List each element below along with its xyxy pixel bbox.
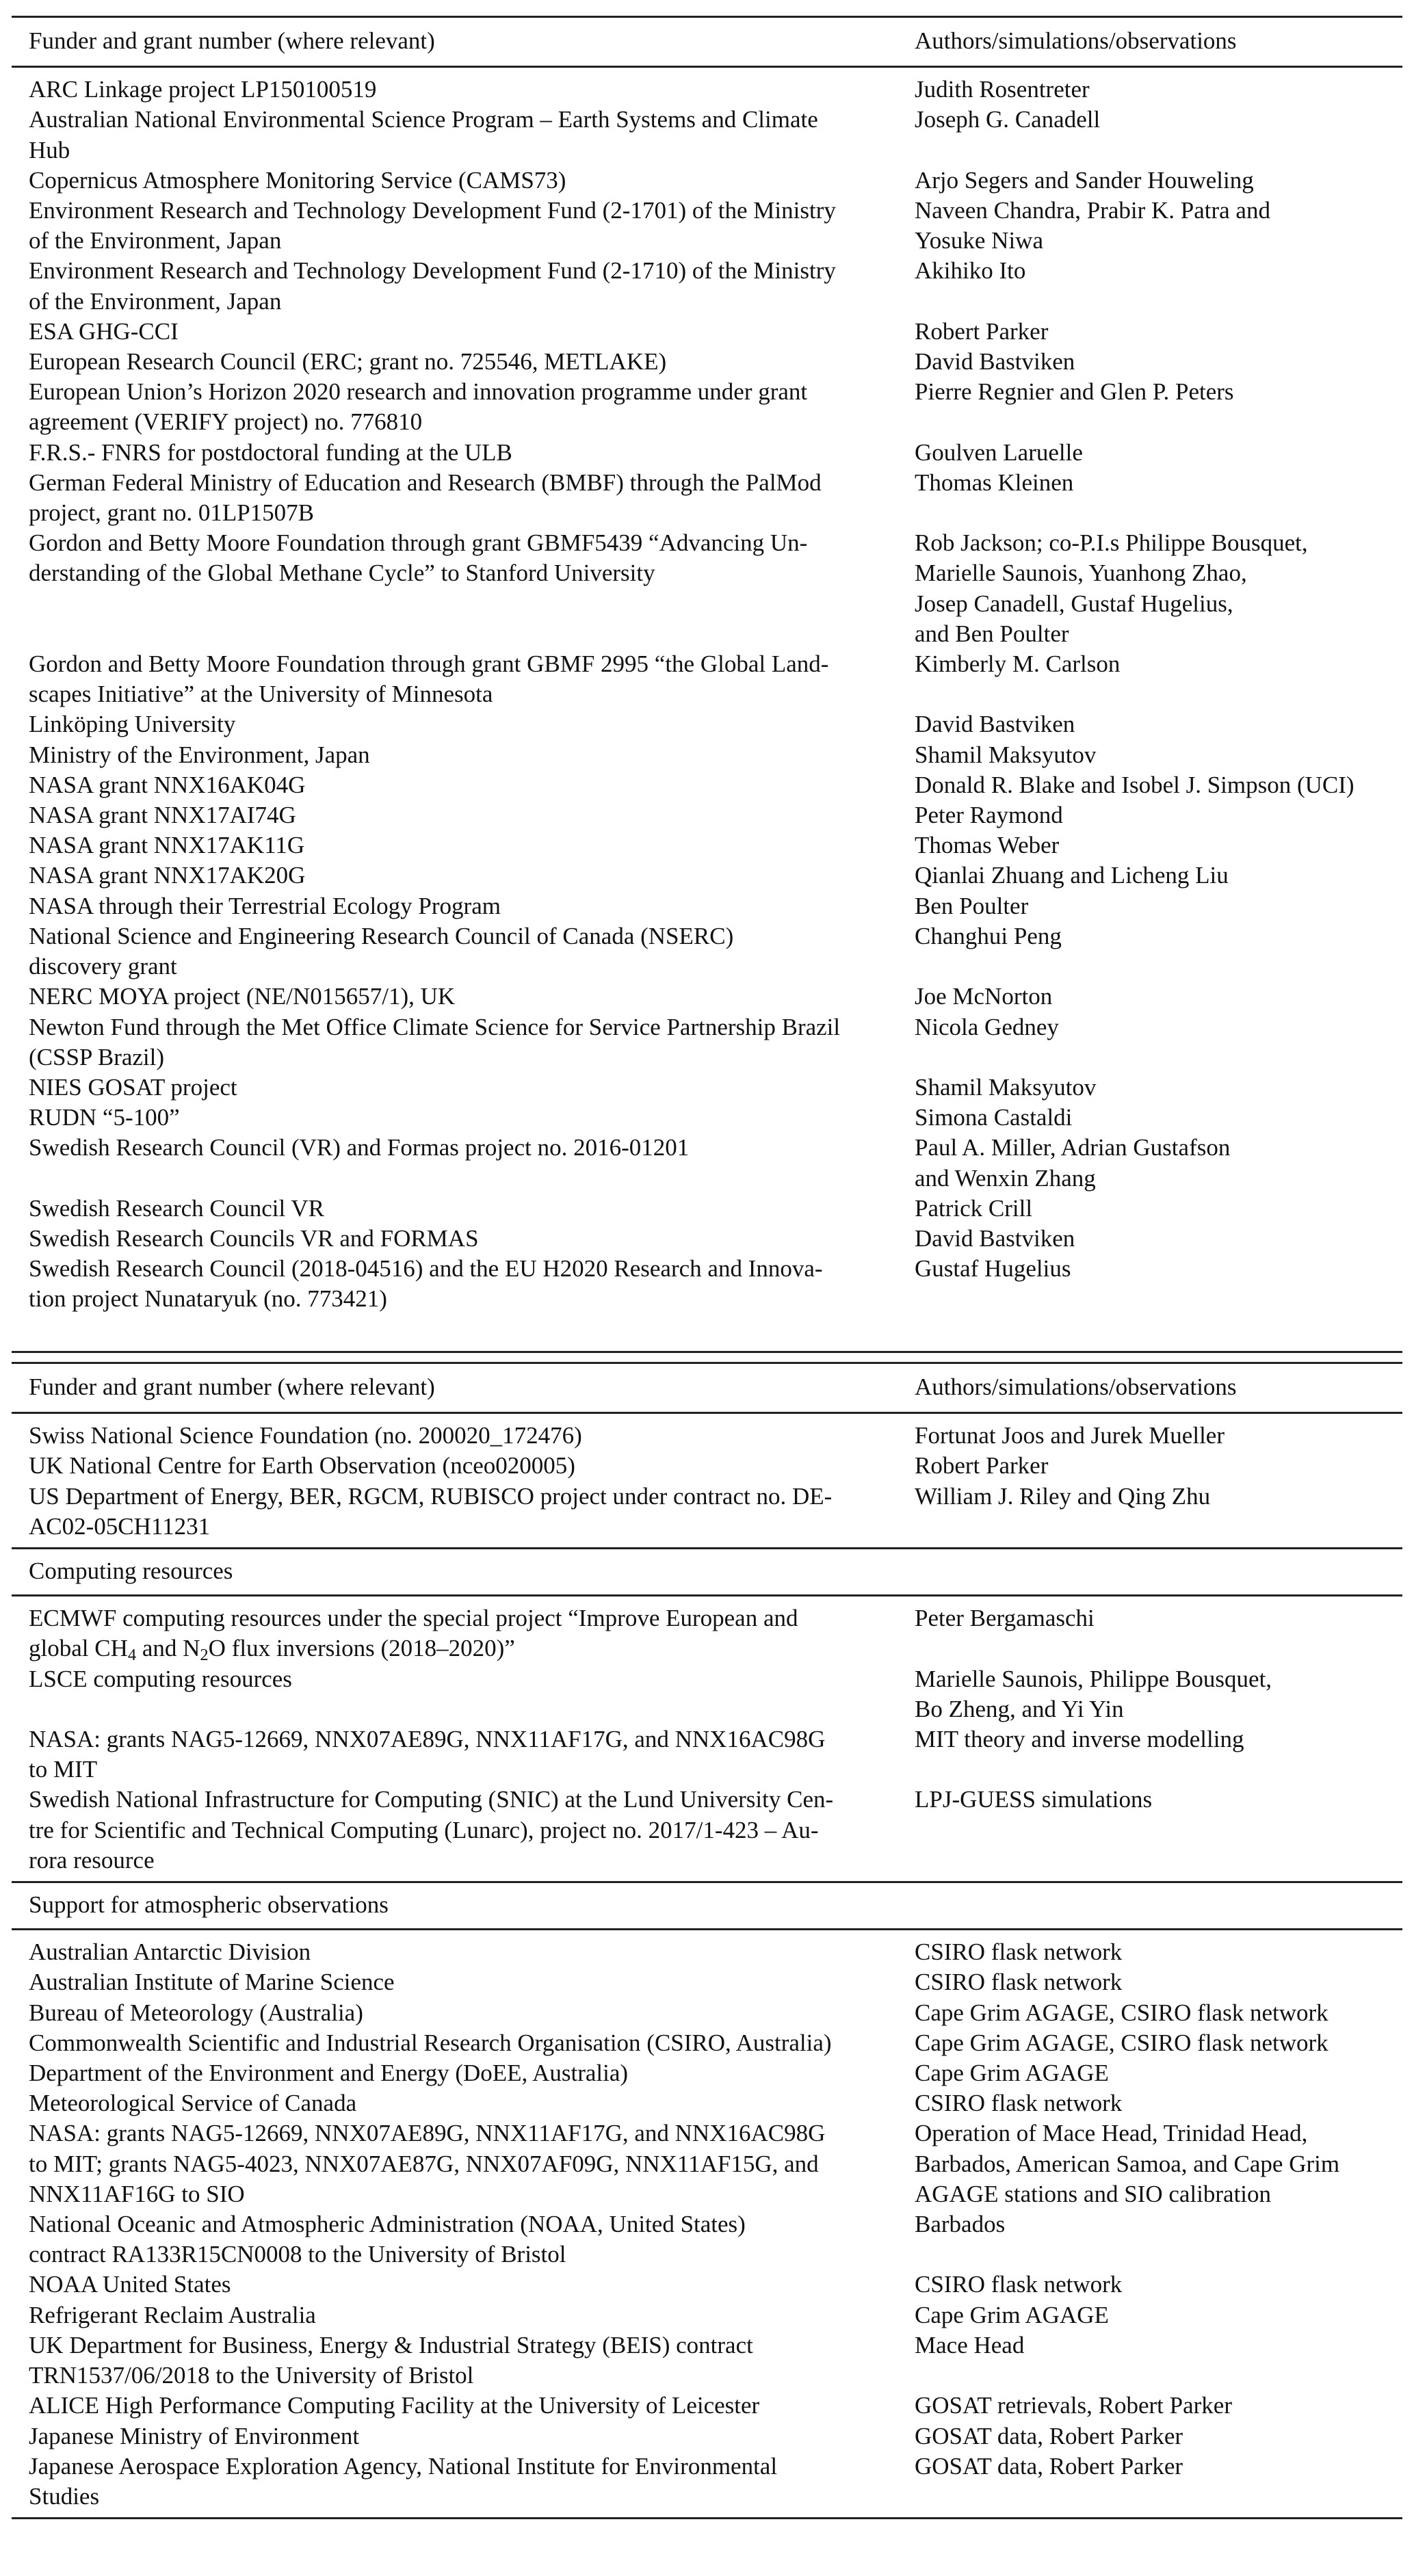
table-row xyxy=(12,800,1402,830)
funder-cell xyxy=(12,770,915,800)
funder-cell xyxy=(12,1596,915,1664)
funder-cell-line: German Federal Ministry of Education and Research (BMBF) through the PalMod xyxy=(29,469,822,496)
funder-cell-line: Gordon and Betty Moore Foundation through grant GBMF5439 “Advancing Un- xyxy=(29,529,808,557)
authors-cell xyxy=(915,2058,1402,2088)
funder-cell-line: of the Environment, Japan xyxy=(29,227,282,254)
funder-cell xyxy=(12,2421,915,2452)
authors-cell-line: CSIRO flask network xyxy=(915,1938,1123,1966)
funder-cell-line: National Oceanic and Atmospheric Administration (NOAA, United States) xyxy=(29,2211,746,2238)
table-row xyxy=(12,860,1402,891)
authors-cell-line: Operation of Mace Head, Trinidad Head, xyxy=(915,2120,1308,2147)
funder-cell-line: European Union’s Horizon 2020 research and innovation programme under grant xyxy=(29,378,808,406)
funder-cell-line: UK Department for Business, Energy & Industrial Strategy (BEIS) contract xyxy=(29,2331,753,2358)
funder-cell xyxy=(12,800,915,830)
authors-cell-line: AGAGE stations and SIO calibration xyxy=(915,2180,1272,2207)
funder-cell-line: agreement (VERIFY project) no. 776810 xyxy=(29,408,423,436)
authors-cell xyxy=(915,830,1402,860)
table-row xyxy=(12,2300,1402,2330)
authors-cell-line: Thomas Kleinen xyxy=(915,469,1074,496)
table-row xyxy=(12,68,1402,105)
table-row xyxy=(12,196,1402,256)
authors-cell xyxy=(915,2028,1402,2058)
funder-cell-line: NASA grant NNX16AK04G xyxy=(29,771,306,798)
page-break-rule xyxy=(12,1351,1402,1353)
funder-cell xyxy=(12,105,915,165)
authors-cell xyxy=(915,347,1402,377)
authors-cell-line: Kimberly M. Carlson xyxy=(915,650,1121,678)
funder-cell-line: Bureau of Meteorology (Australia) xyxy=(29,1999,363,2026)
funding-table-continued xyxy=(12,1362,1402,2519)
authors-cell-line: Gustaf Hugelius xyxy=(915,1255,1071,1283)
table-row xyxy=(12,166,1402,196)
authors-cell xyxy=(915,982,1402,1012)
table-row xyxy=(12,2452,1402,2519)
authors-cell xyxy=(915,1194,1402,1224)
authors-cell-line: GOSAT data, Robert Parker xyxy=(915,2452,1183,2480)
authors-cell-line: Robert Parker xyxy=(915,1452,1049,1480)
funder-cell-line: Ministry of the Environment, Japan xyxy=(29,741,370,768)
table-row xyxy=(12,2058,1402,2088)
authors-cell xyxy=(915,1785,1402,1882)
authors-cell-line: David Bastviken xyxy=(915,711,1075,738)
funder-cell xyxy=(12,347,915,377)
funder-cell xyxy=(12,982,915,1012)
funder-cell-line: Australian National Environmental Science Program – Earth Systems and Climate xyxy=(29,106,818,133)
authors-cell xyxy=(915,800,1402,830)
funder-cell-line: ECMWF computing resources under the special project “Improve European and xyxy=(29,1605,798,1632)
table-row xyxy=(12,982,1402,1012)
funder-cell-line: project, grant no. 01LP1507B xyxy=(29,499,315,527)
funder-cell-line: Gordon and Betty Moore Foundation through grant GBMF 2995 “the Global Land- xyxy=(29,650,829,678)
authors-cell-line: Peter Raymond xyxy=(915,802,1063,829)
authors-cell xyxy=(915,1073,1402,1103)
funder-cell-line: Linköping University xyxy=(29,711,236,738)
funder-cell-line: NASA through their Terrestrial Ecology Program xyxy=(29,892,501,919)
funder-cell-line: Environment Research and Technology Development Fund (2-1701) of the Ministry xyxy=(29,197,836,224)
authors-cell-line: Naveen Chandra, Prabir K. Patra and xyxy=(915,197,1270,224)
authors-cell xyxy=(915,740,1402,770)
authors-cell xyxy=(915,2391,1402,2421)
funder-cell-line: NERC MOYA project (NE/N015657/1), UK xyxy=(29,983,456,1010)
authors-cell xyxy=(915,2088,1402,2118)
authors-cell-line: Changhui Peng xyxy=(915,922,1062,949)
funder-cell-line: UK National Centre for Earth Observation (nceo020005) xyxy=(29,1452,575,1480)
funder-cell xyxy=(12,166,915,196)
authors-cell-line: Rob Jackson; co-P.I.s Philippe Bousquet, xyxy=(915,529,1308,557)
authors-cell-line: and Ben Poulter xyxy=(915,620,1069,647)
funder-cell-line: ARC Linkage project LP150100519 xyxy=(29,76,377,103)
authors-cell xyxy=(915,2330,1402,2391)
authors-cell xyxy=(915,1224,1402,1254)
authors-cell xyxy=(915,2209,1402,2270)
funder-cell-line: Department of the Environment and Energy (DoEE, Australia) xyxy=(29,2060,629,2087)
authors-cell-line: Barbados xyxy=(915,2211,1006,2238)
table-row xyxy=(12,1998,1402,2028)
funder-cell xyxy=(12,1194,915,1224)
authors-cell xyxy=(915,1930,1402,1967)
table-row xyxy=(12,256,1402,316)
section-title: Support for atmospheric observations xyxy=(29,1891,389,1919)
authors-cell-line: Patrick Crill xyxy=(915,1194,1033,1222)
funder-cell-line: global $CH_4$ and $N_2O$ flux inversions (2018–2020)” xyxy=(29,1635,515,1665)
authors-cell-line: Peter Bergamaschi xyxy=(915,1605,1095,1632)
header-funder: Funder and grant number (where relevant) xyxy=(29,1374,435,1400)
funder-cell xyxy=(12,2028,915,2058)
table-row xyxy=(12,830,1402,860)
funder-cell xyxy=(12,256,915,316)
authors-cell xyxy=(915,1254,1402,1319)
funder-cell-line: scapes Initiative” at the University of Minnesota xyxy=(29,681,493,708)
authors-cell-line: Joe McNorton xyxy=(915,983,1053,1010)
authors-cell-line: Yosuke Niwa xyxy=(915,227,1043,254)
authors-cell-line: Judith Rosentreter xyxy=(915,76,1090,103)
authors-cell xyxy=(915,256,1402,316)
funder-cell xyxy=(12,1012,915,1073)
table-row xyxy=(12,1254,1402,1319)
funder-cell xyxy=(12,649,915,709)
authors-cell xyxy=(915,1103,1402,1133)
authors-cell xyxy=(915,2452,1402,2519)
funder-cell xyxy=(12,709,915,739)
authors-cell-line: Thomas Weber xyxy=(915,832,1060,859)
funder-cell-line: to MIT xyxy=(29,1756,98,1783)
funder-cell-line: to MIT; grants NAG5-4023, NNX07AE87G, NNX07AF09G, NNX11AF15G, and xyxy=(29,2150,819,2177)
funder-cell-line: Swedish Research Councils VR and FORMAS xyxy=(29,1224,479,1252)
table-row xyxy=(12,317,1402,347)
funder-cell xyxy=(12,2300,915,2330)
authors-cell xyxy=(915,649,1402,709)
authors-cell xyxy=(915,1482,1402,1549)
authors-cell xyxy=(915,770,1402,800)
authors-cell xyxy=(915,2421,1402,2452)
funder-cell-line: NASA: grants NAG5-12669, NNX07AE89G, NNX11AF17G, and NNX16AC98G xyxy=(29,2120,826,2147)
authors-cell xyxy=(915,2118,1402,2209)
funder-cell xyxy=(12,68,915,105)
authors-cell xyxy=(915,1596,1402,1664)
header-funder: Funder and grant number (where relevant) xyxy=(29,27,435,54)
funder-cell xyxy=(12,1451,915,1481)
funder-cell xyxy=(12,1967,915,1997)
authors-cell xyxy=(915,2270,1402,2300)
funder-cell-line: Newton Fund through the Met Office Climate Science for Service Partnership Brazil xyxy=(29,1013,841,1040)
funder-cell-line: of the Environment, Japan xyxy=(29,287,282,315)
funder-cell-line: European Research Council (ERC; grant no. 725546, METLAKE) xyxy=(29,348,667,376)
funder-cell-line: tion project Nunataryuk (no. 773421) xyxy=(29,1285,387,1313)
funder-cell xyxy=(12,1254,915,1319)
funder-cell-line: ESA GHG-CCI xyxy=(29,317,179,345)
authors-cell-line: Marielle Saunois, Yuanhong Zhao, xyxy=(915,560,1247,587)
table-row xyxy=(12,2118,1402,2209)
funder-cell xyxy=(12,377,915,437)
table-row xyxy=(12,921,1402,982)
table-row xyxy=(12,1785,1402,1882)
authors-cell-line: William J. Riley and Qing Zhu xyxy=(915,1482,1211,1510)
authors-cell xyxy=(915,166,1402,196)
authors-cell xyxy=(915,1664,1402,1724)
table-row xyxy=(12,1967,1402,1997)
table-row xyxy=(12,2209,1402,2270)
authors-cell xyxy=(915,1724,1402,1785)
authors-cell xyxy=(915,1012,1402,1073)
funder-cell-line: RUDN “5-100” xyxy=(29,1104,180,1131)
funder-cell-line: F.R.S.- FNRS for postdoctoral funding at the ULB xyxy=(29,438,512,466)
authors-cell-line: Mace Head xyxy=(915,2331,1025,2358)
table-row xyxy=(12,528,1402,649)
table-row xyxy=(12,1012,1402,1073)
authors-cell xyxy=(915,105,1402,165)
table-bottom-rule xyxy=(12,2519,1402,2520)
funder-cell xyxy=(12,1785,915,1882)
authors-cell-line: Goulven Laruelle xyxy=(915,438,1083,466)
funder-cell xyxy=(12,2330,915,2391)
funder-cell-line: TRN1537/06/2018 to the University of Bristol xyxy=(29,2362,474,2389)
authors-cell-line: GOSAT data, Robert Parker xyxy=(915,2422,1183,2449)
funder-cell-line: Swiss National Science Foundation (no. 200020_172476) xyxy=(29,1422,582,1449)
funder-cell-line: Hub xyxy=(29,136,70,163)
authors-cell xyxy=(915,68,1402,105)
authors-cell xyxy=(915,317,1402,347)
authors-cell xyxy=(915,860,1402,891)
table-row xyxy=(12,2330,1402,2391)
funder-cell-line: Swedish Research Council (VR) and Formas project no. 2016-01201 xyxy=(29,1134,690,1161)
funder-cell-line: Japanese Ministry of Environment xyxy=(29,2422,360,2449)
funder-cell-line: rora resource xyxy=(29,1846,155,1874)
table-row xyxy=(12,1724,1402,1785)
authors-cell-line: GOSAT retrievals, Robert Parker xyxy=(915,2392,1232,2419)
authors-cell-line: David Bastviken xyxy=(915,348,1075,376)
authors-cell-line: MIT theory and inverse modelling xyxy=(915,1726,1244,1753)
authors-cell xyxy=(915,468,1402,528)
authors-cell-line: Shamil Maksyutov xyxy=(915,741,1097,768)
funder-cell-line: (CSSP Brazil) xyxy=(29,1043,165,1070)
authors-cell-line: and Wenxin Zhang xyxy=(915,1164,1096,1192)
funder-cell xyxy=(12,860,915,891)
table-row xyxy=(12,1664,1402,1724)
table-row xyxy=(12,2391,1402,2421)
authors-cell xyxy=(915,891,1402,921)
funder-cell xyxy=(12,468,915,528)
funder-cell-line: Copernicus Atmosphere Monitoring Service (CAMS73) xyxy=(29,166,566,194)
table-row xyxy=(12,2421,1402,2452)
table-row xyxy=(12,770,1402,800)
table-row xyxy=(12,2088,1402,2118)
funder-cell-line: Studies xyxy=(29,2482,100,2510)
table-row xyxy=(12,377,1402,437)
funder-cell xyxy=(12,921,915,982)
funder-cell xyxy=(12,2391,915,2421)
table-row xyxy=(12,2270,1402,2300)
funder-cell-line: Australian Institute of Marine Science xyxy=(29,1969,395,1996)
funder-cell-line: NNX11AF16G to SIO xyxy=(29,2180,245,2207)
authors-cell-line: Cape Grim AGAGE, CSIRO flask network xyxy=(915,1999,1328,2026)
funder-cell-line: Refrigerant Reclaim Australia xyxy=(29,2301,316,2328)
funder-cell xyxy=(12,2452,915,2519)
authors-cell xyxy=(915,709,1402,739)
funder-cell-line: National Science and Engineering Research Council of Canada (NSERC) xyxy=(29,922,734,949)
authors-cell-line: Marielle Saunois, Philippe Bousquet, xyxy=(915,1665,1272,1692)
table-row xyxy=(12,1930,1402,1967)
authors-cell-line: Cape Grim AGAGE xyxy=(915,2301,1109,2328)
authors-cell xyxy=(915,1967,1402,1997)
funder-cell-line: US Department of Energy, BER, RGCM, RUBISCO project under contract no. DE- xyxy=(29,1482,833,1510)
funder-cell-line: Australian Antarctic Division xyxy=(29,1938,311,1966)
table-row xyxy=(12,347,1402,377)
funder-cell xyxy=(12,528,915,649)
funder-cell-line: Environment Research and Technology Development Fund (2-1710) of the Ministry xyxy=(29,257,836,285)
section-header-row xyxy=(12,1549,1402,1596)
funder-cell xyxy=(12,1724,915,1785)
authors-cell-line: Robert Parker xyxy=(915,317,1049,345)
authors-cell-line: Cape Grim AGAGE, CSIRO flask network xyxy=(915,2029,1328,2056)
authors-cell xyxy=(915,528,1402,649)
authors-cell-line: CSIRO flask network xyxy=(915,2271,1123,2298)
funder-cell-line: NASA: grants NAG5-12669, NNX07AE89G, NNX11AF17G, and NNX16AC98G xyxy=(29,1726,826,1753)
funder-cell-line: Swedish National Infrastructure for Computing (SNIC) at the Lund University Cen- xyxy=(29,1786,834,1813)
authors-cell-line: David Bastviken xyxy=(915,1224,1075,1252)
funder-cell-line: NASA grant NNX17AI74G xyxy=(29,802,296,829)
table-row xyxy=(12,468,1402,528)
funder-cell xyxy=(12,1073,915,1103)
table-row xyxy=(12,891,1402,921)
funder-cell-line: Swedish Research Council VR xyxy=(29,1194,324,1222)
authors-cell-line: Barbados, American Samoa, and Cape Grim xyxy=(915,2150,1340,2177)
funder-cell xyxy=(12,2088,915,2118)
funder-cell xyxy=(12,1414,915,1451)
funding-table-part2 xyxy=(12,1362,1402,2519)
funder-cell xyxy=(12,1133,915,1193)
funder-cell-line: NOAA United States xyxy=(29,2271,231,2298)
funder-cell-line: AC02-05CH11231 xyxy=(29,1512,211,1540)
funder-cell xyxy=(12,1664,915,1724)
funder-cell xyxy=(12,317,915,347)
authors-cell xyxy=(915,196,1402,256)
table-row xyxy=(12,1194,1402,1224)
funder-cell xyxy=(12,2209,915,2270)
table-row xyxy=(12,1596,1402,1664)
funder-cell-line: contract RA133R15CN0008 to the University of Bristol xyxy=(29,2241,566,2268)
funder-cell-line: derstanding of the Global Methane Cycle” to Stanford University xyxy=(29,560,655,587)
funder-cell-line: Commonwealth Scientific and Industrial Research Organisation (CSIRO, Australia) xyxy=(29,2029,832,2056)
authors-cell-line: Akihiko Ito xyxy=(915,257,1026,285)
table-header-row xyxy=(12,18,1402,67)
funder-cell-line: Swedish Research Council (2018-04516) and the EU H2020 Research and Innova- xyxy=(29,1255,823,1283)
funding-table xyxy=(12,16,1402,1320)
authors-cell xyxy=(915,438,1402,468)
authors-cell xyxy=(915,1414,1402,1451)
funder-cell xyxy=(12,1224,915,1254)
authors-cell xyxy=(915,2300,1402,2330)
section-title: Computing resources xyxy=(29,1558,233,1585)
authors-cell-line: Pierre Regnier and Glen P. Peters xyxy=(915,378,1234,406)
funder-cell-line: discovery grant xyxy=(29,953,177,980)
table-header-row xyxy=(12,1364,1402,1413)
authors-cell-line: Joseph G. Canadell xyxy=(915,106,1101,133)
funder-cell xyxy=(12,740,915,770)
table-row xyxy=(12,709,1402,739)
header-authors: Authors/simulations/observations xyxy=(915,27,1237,54)
authors-cell-line: Fortunat Joos and Jurek Mueller xyxy=(915,1422,1225,1449)
authors-cell-line: CSIRO flask network xyxy=(915,2090,1123,2117)
table-row xyxy=(12,1482,1402,1549)
funder-cell xyxy=(12,196,915,256)
funding-table-part1 xyxy=(12,16,1402,1320)
table-row xyxy=(12,2028,1402,2058)
authors-cell-line: Josep Canadell, Gustaf Hugelius, xyxy=(915,590,1233,617)
funder-cell xyxy=(12,438,915,468)
section-header-row xyxy=(12,1883,1402,1930)
authors-cell-line: Cape Grim AGAGE xyxy=(915,2060,1109,2087)
authors-cell-line: Donald R. Blake and Isobel J. Simpson (UCI) xyxy=(915,771,1354,798)
authors-cell xyxy=(915,1451,1402,1481)
header-authors: Authors/simulations/observations xyxy=(915,1374,1237,1400)
funder-cell xyxy=(12,2270,915,2300)
funder-cell-line: LSCE computing resources xyxy=(29,1665,292,1692)
authors-cell-line: Simona Castaldi xyxy=(915,1104,1073,1131)
authors-cell-line: Ben Poulter xyxy=(915,892,1029,919)
authors-cell xyxy=(915,377,1402,437)
funder-cell xyxy=(12,1482,915,1549)
table-row xyxy=(12,740,1402,770)
funder-cell xyxy=(12,1103,915,1133)
funder-cell-line: Japanese Aerospace Exploration Agency, National Institute for Environmental xyxy=(29,2452,778,2480)
authors-cell xyxy=(915,921,1402,982)
authors-cell-line: Shamil Maksyutov xyxy=(915,1073,1097,1101)
funder-cell xyxy=(12,2058,915,2088)
authors-cell-line: Arjo Segers and Sander Houweling xyxy=(915,166,1254,194)
authors-cell-line: Bo Zheng, and Yi Yin xyxy=(915,1695,1124,1722)
table-row xyxy=(12,1133,1402,1193)
table-row xyxy=(12,105,1402,165)
funder-cell xyxy=(12,1998,915,2028)
authors-cell-line: LPJ-GUESS simulations xyxy=(915,1786,1153,1813)
funder-cell-line: Meteorological Service of Canada xyxy=(29,2090,357,2117)
table-row xyxy=(12,1451,1402,1481)
authors-cell-line: Qianlai Zhuang and Licheng Liu xyxy=(915,862,1229,889)
funder-cell xyxy=(12,891,915,921)
authors-cell xyxy=(915,1998,1402,2028)
funder-cell xyxy=(12,830,915,860)
table-row xyxy=(12,649,1402,709)
authors-cell-line: Nicola Gedney xyxy=(915,1013,1059,1040)
table-row xyxy=(12,438,1402,468)
table-row xyxy=(12,1414,1402,1451)
funder-cell-line: NIES GOSAT project xyxy=(29,1073,237,1101)
table-row xyxy=(12,1073,1402,1103)
funder-cell-line: NASA grant NNX17AK11G xyxy=(29,832,305,859)
funder-cell-line: tre for Scientific and Technical Computing (Lunarc), project no. 2017/1-423 – Au- xyxy=(29,1816,819,1843)
table-row xyxy=(12,1103,1402,1133)
funder-cell xyxy=(12,2118,915,2209)
funder-cell-line: ALICE High Performance Computing Facility at the University of Leicester xyxy=(29,2392,760,2419)
authors-cell xyxy=(915,1133,1402,1193)
authors-cell-line: Paul A. Miller, Adrian Gustafson xyxy=(915,1134,1231,1161)
funder-cell-line: NASA grant NNX17AK20G xyxy=(29,862,306,889)
table-row xyxy=(12,1224,1402,1254)
authors-cell-line: CSIRO flask network xyxy=(915,1969,1123,1996)
funder-cell xyxy=(12,1930,915,1967)
